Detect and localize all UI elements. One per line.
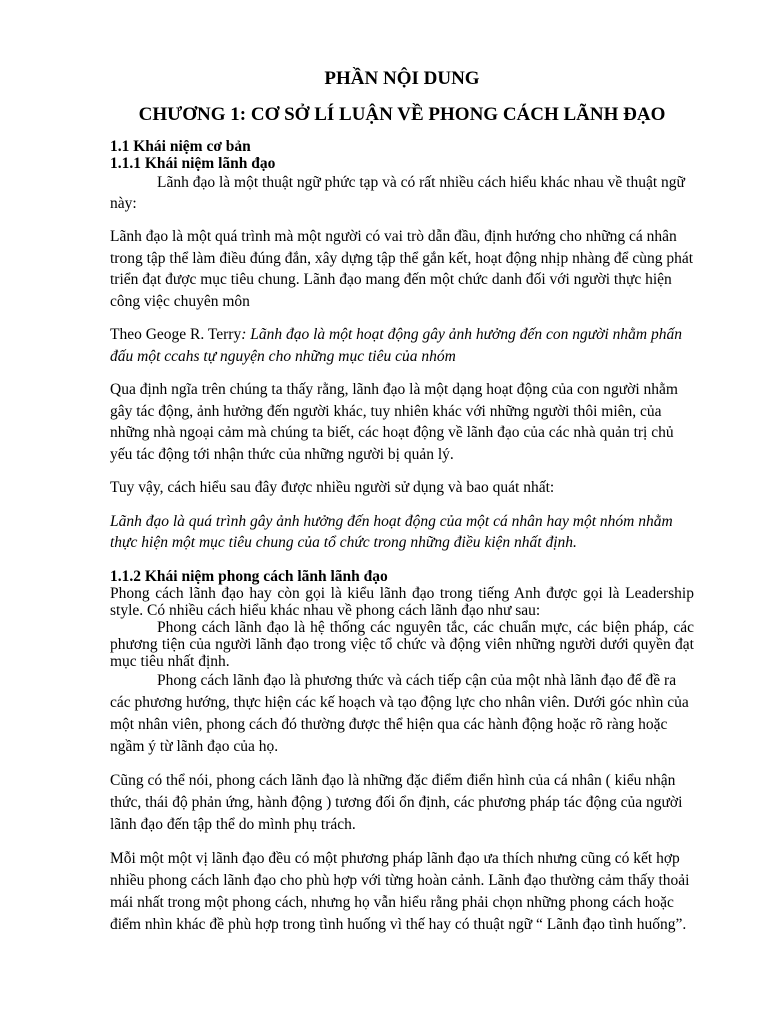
paragraph-terry-quote	[110, 324, 694, 367]
part-title: PHẦN NỘI DUNG	[324, 68, 480, 89]
paragraph-style-approach: Phong cách lãnh đạo là phương thức và cách tiếp cận của một nhà lãnh đạo để đề ra các phương hướng, thực hiện các kế hoạch và tạo động lực cho nhân viên. Dưới góc nhìn của một nhân viên, phong cách đó thường được thể hiện qua các hành động hoặc rõ ràng hoặc ngầm ý từ lãnh đạo của họ.	[110, 671, 689, 755]
paragraph-general-understanding: Tuy vậy, cách hiểu sau đây được nhiều người sử dụng và bao quát nhất:	[110, 479, 555, 496]
terry-quote-source: Theo Geoge R. Terry	[110, 326, 242, 343]
chapter-title: CHƯƠNG 1: CƠ SỞ LÍ LUẬN VỀ PHONG CÁCH LÃNH ĐẠO	[138, 104, 666, 125]
paragraph-leadership-style-intro: Phong cách lãnh đạo hay còn gọi là kiểu lãnh đạo trong tiếng Anh được gọi là Leadership style. Có nhiều cách hiểu khác nhau về phong cách lãnh đạo như sau:	[110, 584, 694, 619]
section-heading-1-1: 1.1 Khái niệm cơ bản	[110, 138, 251, 155]
paragraph-leadership-process: Lãnh đạo là quá trình gây ảnh hưởng đến hoạt động của một cá nhân hay một nhóm nhằm thực hiện một mục tiêu chung của tổ chức trong những điều kiện nhất định.	[110, 512, 673, 551]
paragraph-leadership-intro: Lãnh đạo là một thuật ngữ phức tạp và có rất nhiều cách hiểu khác nhau về thuật ngữ này:	[110, 174, 685, 212]
paragraph-style-principles: Phong cách lãnh đạo là hệ thống các nguyên tắc, các chuẩn mực, các biện pháp, các phương tiện của người lãnh đạo trong việc tổ chức và động viên những người dưới quyền đạt mục tiêu nhất định.	[110, 618, 694, 670]
document-page	[110, 66, 694, 948]
terry-quote-text: : Lãnh đạo là một hoạt động gây ảnh hưởng đến con người nhằm phấn đấu một ccahs tự nguyện cho những mục tiêu của nhóm	[110, 326, 682, 365]
section-heading-1-1-1: 1.1.1 Khái niệm lãnh đạo	[110, 155, 276, 172]
paragraph-definition-analysis: Qua định ngĩa trên chúng ta thấy rằng, lãnh đạo là một dạng hoạt động của con người nhằm gây tác động, ảnh hưởng đến người khác, tuy nhiên khác với những người thôi miên, của những nhà ngoại cảm mà chúng ta biết, các hoạt động về lãnh đạo của các nhà quản trị chủ yếu tác động tới nhận thức của những người bị quản lý.	[110, 381, 678, 463]
paragraph-leadership-definition: Lãnh đạo là một quá trình mà một người có vai trò dẫn đầu, định hướng cho những cá nhân trong tập thể làm điều đúng đắn, xây dựng tập thể gắn kết, hoạt động nhịp nhàng để cùng phát triển đạt được mục tiêu chung. Lãnh đạo mang đến một chức danh đối với người thực hiện công việc chuyên môn	[110, 228, 694, 310]
paragraph-situational-leadership: Mỗi một một vị lãnh đạo đều có một phương pháp lãnh đạo ưa thích nhưng cũng có kết hợp nhiều phong cách lãnh đạo cho phù hợp với từng hoàn cảnh. Lãnh đạo thường cảm thấy thoải mái nhất trong một phong cách, nhưng họ vẫn hiểu rằng phải chọn những phong cách hoặc điểm nhìn khác đề phù hợp trong tình huống vì thế hay có thuật ngữ “ Lãnh đạo tình huống”.	[110, 849, 690, 933]
paragraph-style-characteristics: Cũng có thể nói, phong cách lãnh đạo là những đặc điểm điển hình của cá nhân ( kiểu nhận thức, thái độ phản ứng, hành động ) tương đối ổn định, các phương pháp tác động của người lãnh đạo đến tập thể do mình phụ trách.	[110, 771, 683, 833]
section-heading-1-1-2: 1.1.2 Khái niệm phong cách lãnh lãnh đạo	[110, 567, 388, 585]
